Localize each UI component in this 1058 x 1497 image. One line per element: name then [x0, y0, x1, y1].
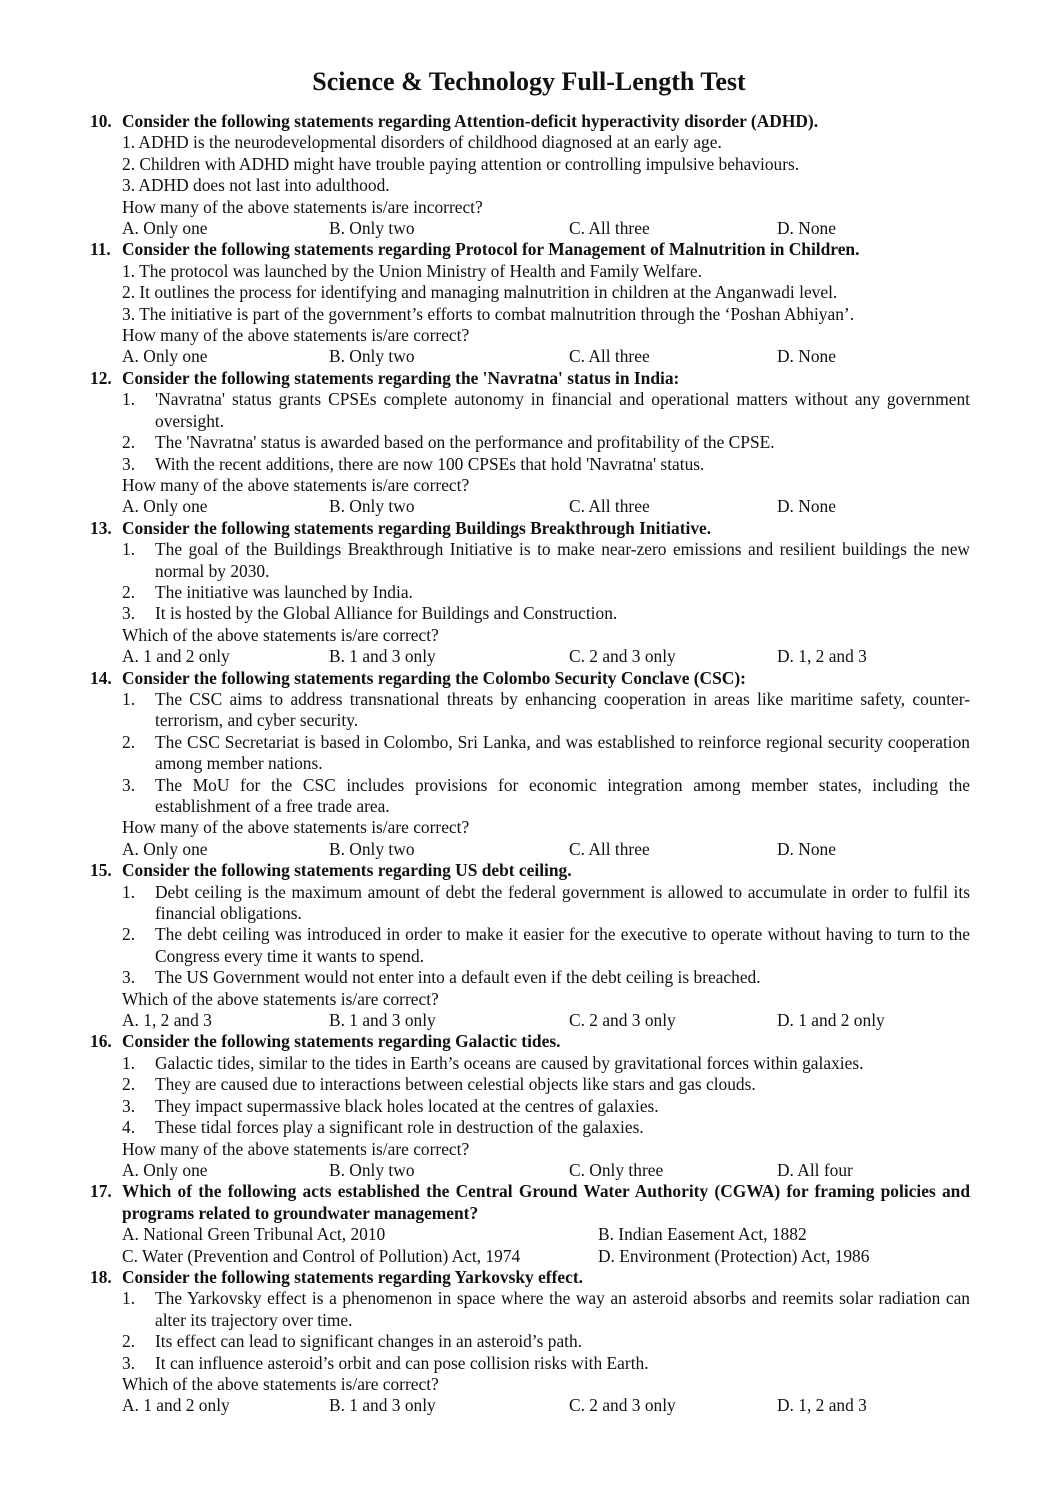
options-row [122, 1160, 970, 1181]
statement [122, 689, 970, 732]
options-row [122, 1010, 970, 1031]
question-body [122, 882, 970, 1032]
statement-number: 2. [122, 581, 136, 602]
question-number: 12. [90, 367, 112, 388]
option: D. Environment (Protection) Act, 1986 [598, 1245, 870, 1266]
question-number: 14. [90, 667, 112, 688]
statement [122, 1331, 970, 1352]
question-prompt: How many of the above statements is/are correct? [122, 325, 470, 346]
option: B. Only two [329, 496, 415, 517]
statement: 3. The initiative is part of the government’s efforts to combat malnutrition through the ‘Poshan Abhiyan’. [122, 303, 855, 324]
option: B. 1 and 3 only [329, 1010, 436, 1031]
question-header [90, 668, 970, 689]
statement-number: 1. [122, 881, 136, 902]
option: B. Only two [329, 218, 415, 239]
statement-number: 2. [122, 432, 136, 453]
question-number: 17. [90, 1181, 112, 1202]
statement-text: They impact supermassive black holes located at the centres of galaxies. [155, 1095, 659, 1116]
option: C. 2 and 3 only [569, 1395, 676, 1416]
question-prompt: Which of the above statements is/are correct? [122, 624, 439, 645]
question-11 [90, 239, 970, 367]
question-body [122, 1288, 970, 1416]
statement-number: 3. [122, 967, 136, 988]
question-header [90, 111, 970, 132]
question-number: 11. [90, 239, 111, 260]
option: A. Only one [122, 218, 208, 239]
question-text: Consider the following statements regarding US debt ceiling. [122, 860, 572, 881]
option: A. 1 and 2 only [122, 646, 230, 667]
question-number: 18. [90, 1266, 112, 1287]
question-body [122, 1224, 970, 1267]
options-row [122, 1246, 970, 1267]
statement: 1. ADHD is the neurodevelopmental disorders of childhood diagnosed at an early age. [122, 132, 722, 153]
option: A. Only one [122, 346, 208, 367]
option: C. Water (Prevention and Control of Pollution) Act, 1974 [122, 1245, 521, 1266]
option: D. None [777, 496, 836, 517]
question-prompt: How many of the above statements is/are correct? [122, 1138, 470, 1159]
statement-text: The 'Navratna' status is awarded based on the performance and profitability of the CPSE. [155, 432, 775, 453]
option: C. All three [569, 218, 650, 239]
statement [122, 582, 970, 603]
statement-text: The US Government would not enter into a default even if the debt ceiling is breached. [155, 967, 761, 988]
question-text: Consider the following statements regarding Galactic tides. [122, 1031, 561, 1052]
statement [122, 454, 970, 475]
option: D. None [777, 838, 836, 859]
statement: 1. The protocol was launched by the Union Ministry of Health and Family Welfare. [122, 260, 702, 281]
question-header [90, 1267, 970, 1288]
statement [122, 882, 970, 925]
statement-text: The CSC aims to address transnational threats by enhancing cooperation in areas like maritime safety, counter-terrorism, and cyber security. [155, 688, 970, 731]
question-13 [90, 518, 970, 668]
option: A. 1, 2 and 3 [122, 1010, 212, 1031]
question-list [90, 111, 970, 1417]
options-row [122, 496, 970, 517]
statement: 2. Children with ADHD might have trouble paying attention or controlling impulsive behaviours. [122, 153, 800, 174]
option: B. 1 and 3 only [329, 1395, 436, 1416]
statement [122, 1353, 970, 1374]
question-text: Consider the following statements regarding Protocol for Management of Malnutrition in Children. [122, 239, 860, 260]
option: C. All three [569, 496, 650, 517]
question-prompt: How many of the above statements is/are correct? [122, 817, 470, 838]
option: B. 1 and 3 only [329, 646, 436, 667]
option: B. Only two [329, 838, 415, 859]
question-header [90, 368, 970, 389]
question-text: Consider the following statements regarding Buildings Breakthrough Initiative. [122, 517, 712, 538]
question-text: Consider the following statements regarding the 'Navratna' status in India: [122, 367, 680, 388]
statement-number: 1. [122, 688, 136, 709]
option: A. Only one [122, 838, 208, 859]
question-body [122, 539, 970, 667]
statement [122, 732, 970, 775]
options-row [122, 346, 970, 367]
statement-text: These tidal forces play a significant role in destruction of the galaxies. [155, 1117, 644, 1138]
statement: 3. ADHD does not last into adulthood. [122, 175, 390, 196]
question-14 [90, 668, 970, 861]
statement-text: The Yarkovsky effect is a phenomenon in space where the way an asteroid absorbs and reemits solar radiation can alter its trajectory over time. [155, 1288, 970, 1330]
question-text: Consider the following statements regarding Attention-deficit hyperactivity disorder (ADHD). [122, 111, 819, 131]
statement [122, 775, 970, 818]
statement [122, 539, 970, 582]
question-text: Consider the following statements regarding the Colombo Security Conclave (CSC): [122, 667, 746, 688]
option: D. None [777, 346, 836, 367]
statement [122, 432, 970, 453]
question-header [90, 1031, 970, 1052]
options-row [122, 646, 970, 667]
question-body [122, 132, 970, 239]
statement [122, 1096, 970, 1117]
statement-number: 3. [122, 453, 136, 474]
option: D. 1, 2 and 3 [777, 646, 867, 667]
option: A. National Green Tribunal Act, 2010 [122, 1224, 386, 1245]
page-title: Science & Technology Full-Length Test [312, 67, 746, 96]
statement: 2. It outlines the process for identifying and managing malnutrition in children at the Anganwadi level. [122, 282, 838, 303]
question-number: 16. [90, 1031, 112, 1052]
statement [122, 603, 970, 624]
statement-number: 2. [122, 1331, 136, 1352]
question-body [122, 389, 970, 517]
statement-number: 1. [122, 539, 136, 560]
option: C. 2 and 3 only [569, 646, 676, 667]
statement-text: It is hosted by the Global Alliance for Buildings and Construction. [155, 603, 618, 624]
question-prompt: Which of the above statements is/are correct? [122, 1373, 439, 1394]
option: A. 1 and 2 only [122, 1395, 230, 1416]
statement-number: 3. [122, 1095, 136, 1116]
question-header [90, 239, 970, 260]
question-15 [90, 860, 970, 1031]
statement-number: 3. [122, 603, 136, 624]
option: D. All four [777, 1159, 853, 1180]
question-prompt: How many of the above statements is/are correct? [122, 474, 470, 495]
statement [122, 924, 970, 967]
option: C. 2 and 3 only [569, 1010, 676, 1031]
options-row [122, 1395, 970, 1416]
statement-text: With the recent additions, there are now 100 CPSEs that hold 'Navratna' status. [155, 453, 705, 474]
statement [122, 967, 970, 988]
question-body [122, 261, 970, 368]
question-10 [90, 111, 970, 239]
statement [122, 1053, 970, 1074]
question-prompt: How many of the above statements is/are incorrect? [122, 196, 483, 217]
question-17 [90, 1181, 970, 1267]
option: B. Only two [329, 1159, 415, 1180]
statement-number: 3. [122, 1352, 136, 1373]
statement-number: 1. [122, 1288, 136, 1309]
option: B. Only two [329, 346, 415, 367]
statement [122, 389, 970, 432]
statement-text: Its effect can lead to significant changes in an asteroid’s path. [155, 1331, 583, 1352]
option: D. None [777, 218, 836, 239]
question-body [122, 689, 970, 860]
statement-text: They are caused due to interactions between celestial objects like stars and gas clouds. [155, 1074, 756, 1095]
statement-text: Galactic tides, similar to the tides in Earth’s oceans are caused by gravitational forces within galaxies. [155, 1052, 864, 1073]
statement-number: 4. [122, 1117, 136, 1138]
statement-number: 1. [122, 1052, 136, 1073]
option: C. All three [569, 346, 650, 367]
statement-number: 2. [122, 731, 136, 752]
question-number: 10. [90, 111, 112, 131]
options-row [122, 1224, 970, 1245]
question-18 [90, 1267, 970, 1417]
statement-number: 2. [122, 1074, 136, 1095]
option: B. Indian Easement Act, 1882 [598, 1224, 807, 1245]
question-16 [90, 1031, 970, 1181]
question-text: Consider the following statements regarding Yarkovsky effect. [122, 1266, 583, 1287]
option: C. Only three [569, 1159, 664, 1180]
statement-number: 1. [122, 389, 136, 410]
statement-text: The CSC Secretariat is based in Colombo, Sri Lanka, and was established to reinforce regional security cooperation among member nations. [155, 731, 970, 774]
question-12 [90, 368, 970, 518]
statement-text: It can influence asteroid’s orbit and can pose collision risks with Earth. [155, 1352, 649, 1373]
statement-text: The debt ceiling was introduced in order to make it easier for the executive to operate without having to turn to the Congress every time it wants to spend. [155, 924, 970, 966]
statement [122, 1074, 970, 1095]
question-header [90, 518, 970, 539]
option: C. All three [569, 838, 650, 859]
option: A. Only one [122, 1159, 208, 1180]
question-body [122, 1053, 970, 1181]
question-prompt: Which of the above statements is/are correct? [122, 988, 439, 1009]
question-number: 13. [90, 517, 112, 538]
options-row [122, 218, 970, 239]
option: D. 1 and 2 only [777, 1010, 885, 1031]
option: D. 1, 2 and 3 [777, 1395, 867, 1416]
question-number: 15. [90, 860, 112, 881]
options-row [122, 839, 970, 860]
statement-text: Debt ceiling is the maximum amount of debt the federal government is allowed to accumulate in order to fulfil its financial obligations. [155, 881, 970, 924]
statement-number: 3. [122, 774, 136, 795]
question-text: Which of the following acts established the Central Ground Water Authority (CGWA) for framing policies and programs related to groundwater management? [122, 1181, 970, 1223]
question-header [90, 860, 970, 881]
statement [122, 1117, 970, 1138]
statement-text: The initiative was launched by India. [155, 581, 413, 602]
statement-number: 2. [122, 924, 136, 945]
statement-text: 'Navratna' status grants CPSEs complete autonomy in financial and operational matters without any government oversight. [155, 389, 970, 431]
option: A. Only one [122, 496, 208, 517]
statement-text: The goal of the Buildings Breakthrough Initiative is to make near-zero emissions and resilient buildings the new normal by 2030. [155, 539, 970, 581]
statement [122, 1288, 970, 1331]
statement-text: The MoU for the CSC includes provisions for economic integration among member states, including the establishment of a free trade area. [155, 774, 970, 816]
question-header [90, 1181, 970, 1224]
